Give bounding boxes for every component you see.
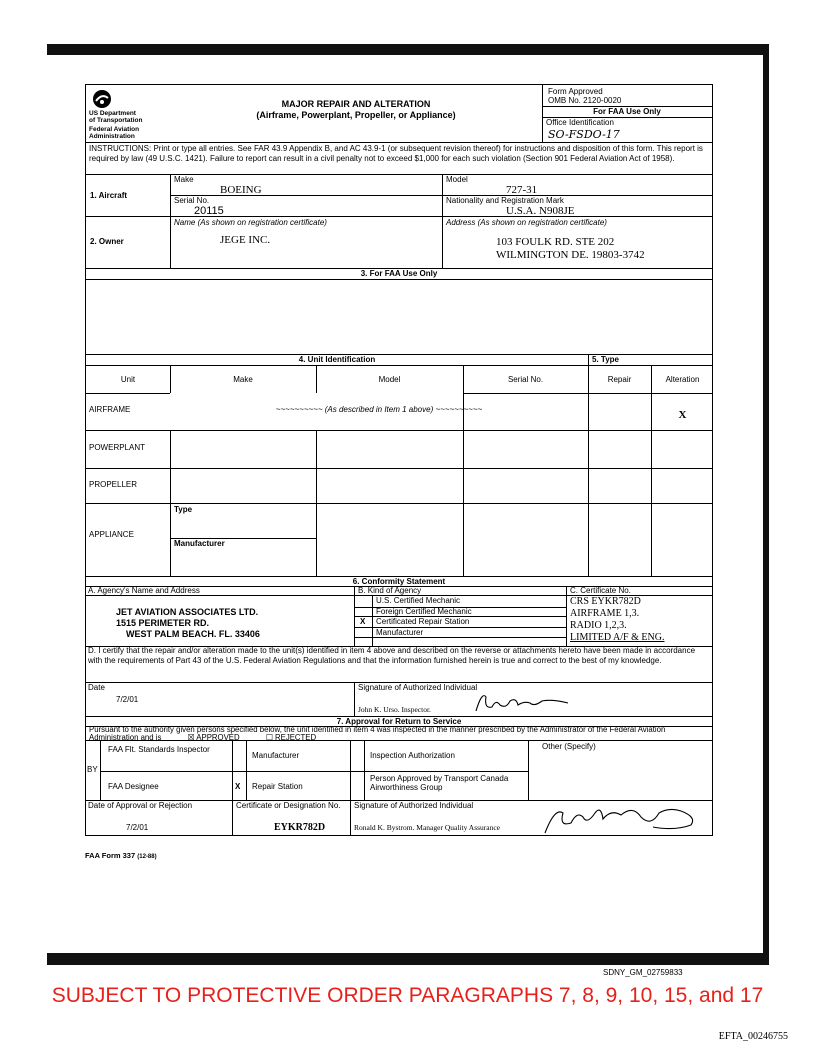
instructions: INSTRUCTIONS: Print or type all entries. See FAR 43.9 Appendix B, and AC 43.9-1 (or subsequent revision thereof) for instructions and disposition of this form. This report is required by law (49 U.S.C. 1421). Failure to report can result in a civil penalty not to exceed $1,000 for each such violation (Section 901 Federal Aviation Act of 1958). bbox=[86, 143, 712, 175]
inspector-signature bbox=[472, 689, 582, 720]
form-approved: Form Approved bbox=[548, 87, 603, 96]
propeller-label: PROPELLER bbox=[89, 480, 138, 489]
rejected-label: REJECTED bbox=[274, 733, 317, 742]
rejected-mark: ☐ bbox=[265, 733, 273, 742]
owner-address2: WILMINGTON DE. 19803-3742 bbox=[496, 249, 645, 261]
registration-mark: U.S.A. N908JE bbox=[506, 205, 575, 217]
form-number bbox=[85, 851, 157, 860]
kind-foreign-mechanic: Foreign Certified Mechanic bbox=[376, 606, 472, 616]
aircraft-make: BOEING bbox=[220, 184, 262, 196]
approved-label: APPROVED bbox=[196, 733, 240, 742]
make-label: Make bbox=[174, 175, 194, 184]
unit-identification bbox=[86, 355, 712, 577]
certify-statement: D. I certify that the repair and/or alteration made to the unit(s) identified in item 4 above and described on the reverse or attachments hereto have been made in accordance with the requirements of Part 43 of the U.S. Federal Aviation Regulations and that the information furnished herein is true and correct to the best of my knowledge. bbox=[88, 646, 696, 665]
aircraft-serial: 20115 bbox=[194, 205, 224, 217]
kind-of-agency-label: B. Kind of Agency bbox=[358, 586, 422, 595]
conformity-sig-label: Signature of Authorized Individual bbox=[358, 683, 478, 692]
kind-us-mechanic: U.S. Certified Mechanic bbox=[376, 596, 461, 605]
owner-label: 2. Owner bbox=[90, 237, 124, 246]
dept-line2: of Transportation bbox=[89, 117, 143, 124]
aircraft-model: 727-31 bbox=[506, 184, 538, 196]
col-model: Model bbox=[378, 375, 401, 384]
conformity-signer: John K. Urso. Inspector. bbox=[358, 705, 431, 714]
approval-cert-label: Certificate or Designation No. bbox=[236, 801, 341, 810]
cert-line-2: AIRFRAME 1,3. bbox=[570, 608, 640, 619]
faa-line1: Federal Aviation bbox=[89, 126, 140, 133]
faa-use-only-header: For FAA Use Only bbox=[593, 107, 661, 116]
manufacturer-label: Manufacturer bbox=[252, 751, 300, 760]
aircraft-label: 1. Aircraft bbox=[90, 191, 128, 200]
agency-name: JET AVIATION ASSOCIATES LTD. bbox=[116, 607, 259, 617]
cert-line-3: RADIO 1,2,3. bbox=[570, 620, 627, 631]
transport-canada-label: Person Approved by Transport Canada Airworthiness Group bbox=[370, 774, 509, 792]
owner-address-label: Address (As shown on registration certificate) bbox=[446, 218, 607, 227]
form-title: MAJOR REPAIR AND ALTERATION bbox=[281, 99, 431, 109]
by-label: BY bbox=[87, 765, 98, 774]
approval-label: 7. Approval for Return to Service bbox=[336, 717, 462, 726]
conformity-date-label: Date bbox=[88, 683, 105, 692]
conformity-signature-row bbox=[86, 683, 712, 717]
top-scan-border bbox=[47, 44, 769, 55]
inspection-auth-label: Inspection Authorization bbox=[370, 751, 455, 760]
powerplant-label: POWERPLANT bbox=[89, 443, 146, 452]
form-header bbox=[86, 85, 712, 143]
cert-line-1: CRS EYKR782D bbox=[570, 596, 641, 607]
office-id-label: Office Identification bbox=[546, 118, 614, 127]
office-id-value: SO-FSDO-17 bbox=[548, 128, 620, 141]
fsi-label: FAA Flt. Standards Inspector bbox=[108, 745, 210, 754]
type-label: 5. Type bbox=[592, 355, 619, 364]
efta-number: EFTA_00246755 bbox=[718, 1031, 788, 1042]
approval-pursuant: Pursuant to the authority given persons specified below, the unit identified in item 4 was inspected in the manner prescribed by the Administrator of the Federal Aviation Administration and is bbox=[89, 725, 666, 742]
agency-label: A. Agency's Name and Address bbox=[88, 586, 200, 595]
col-serial: Serial No. bbox=[507, 375, 544, 384]
approval-signer: Ronald K. Bystrom. Manager Quality Assurance bbox=[354, 823, 501, 832]
approval-by-grid bbox=[86, 741, 712, 801]
approval-header bbox=[86, 717, 712, 741]
owner-section bbox=[86, 217, 712, 269]
owner-address1: 103 FOULK RD. STE 202 bbox=[496, 236, 615, 248]
appliance-type-label: Type bbox=[174, 505, 193, 514]
form-number-text: FAA Form 337 bbox=[85, 851, 136, 860]
approval-date-label: Date of Approval or Rejection bbox=[88, 801, 193, 810]
kind-repair-station-mark: X bbox=[360, 617, 366, 626]
faa-use-label: 3. For FAA Use Only bbox=[360, 269, 438, 278]
document-id: SDNY_GM_02759833 bbox=[603, 968, 683, 977]
col-repair: Repair bbox=[607, 375, 632, 384]
airframe-description: ~~~~~~~~~~ (As described in Item 1 above) ~~~~~~~~~~ bbox=[275, 405, 483, 414]
agency-address2: WEST PALM BEACH. FL. 33406 bbox=[126, 629, 260, 639]
faa-line2: Administration bbox=[89, 133, 135, 140]
col-unit: Unit bbox=[120, 375, 136, 384]
protective-order-notice: SUBJECT TO PROTECTIVE ORDER PARAGRAPHS 7, 8, 9, 10, 15, and 17 bbox=[51, 984, 764, 1007]
repair-station-label: Repair Station bbox=[252, 782, 303, 791]
faa-form-337 bbox=[85, 84, 713, 836]
unit-id-label: 4. Unit Identification bbox=[298, 355, 376, 364]
omb-number: OMB No. 2120-0020 bbox=[548, 96, 622, 105]
appliance-manufacturer-label: Manufacturer bbox=[174, 539, 225, 548]
owner-name-label: Name (As shown on registration certificate) bbox=[174, 218, 327, 227]
repair-station-mark: X bbox=[235, 782, 241, 791]
airframe-alteration-mark: X bbox=[678, 409, 687, 421]
approval-signature-row bbox=[86, 801, 712, 835]
appliance-label: APPLIANCE bbox=[89, 530, 134, 539]
cert-line-4: LIMITED A/F & ENG. bbox=[570, 632, 665, 643]
dept-line1: US Department bbox=[89, 110, 136, 117]
other-specify: Other (Specify) bbox=[542, 742, 596, 751]
owner-name: JEGE INC. bbox=[220, 234, 271, 246]
serial-label: Serial No. bbox=[174, 196, 210, 205]
faa-use-section bbox=[86, 269, 712, 355]
kind-manufacturer: Manufacturer bbox=[376, 627, 424, 637]
nationality-label: Nationality and Registration Mark bbox=[446, 196, 564, 205]
form-subtitle: (Airframe, Powerplant, Propeller, or Appliance) bbox=[256, 110, 456, 120]
col-alteration: Alteration bbox=[665, 375, 700, 384]
approval-cert: EYKR782D bbox=[274, 822, 326, 833]
approved-mark: ☒ bbox=[187, 733, 195, 742]
conformity-label: 6. Conformity Statement bbox=[352, 577, 446, 586]
col-make: Make bbox=[233, 375, 253, 384]
right-scan-border bbox=[763, 44, 769, 959]
form-revision: (12-88) bbox=[137, 854, 157, 860]
aircraft-section bbox=[86, 175, 712, 217]
manager-signature bbox=[541, 803, 711, 840]
model-label: Model bbox=[446, 175, 468, 184]
designee-label: FAA Designee bbox=[108, 782, 159, 791]
airframe-label: AIRFRAME bbox=[89, 405, 131, 414]
kind-repair-station: Certificated Repair Station bbox=[376, 617, 470, 626]
conformity-date: 7/2/01 bbox=[116, 695, 139, 704]
conformity-statement bbox=[86, 577, 712, 683]
approval-date: 7/2/01 bbox=[126, 823, 149, 832]
approval-sig-label: Signature of Authorized Individual bbox=[354, 801, 474, 810]
bottom-scan-border bbox=[47, 953, 769, 965]
cert-label: C. Certificate No. bbox=[570, 586, 631, 595]
agency-address1: 1515 PERIMETER RD. bbox=[116, 618, 210, 628]
